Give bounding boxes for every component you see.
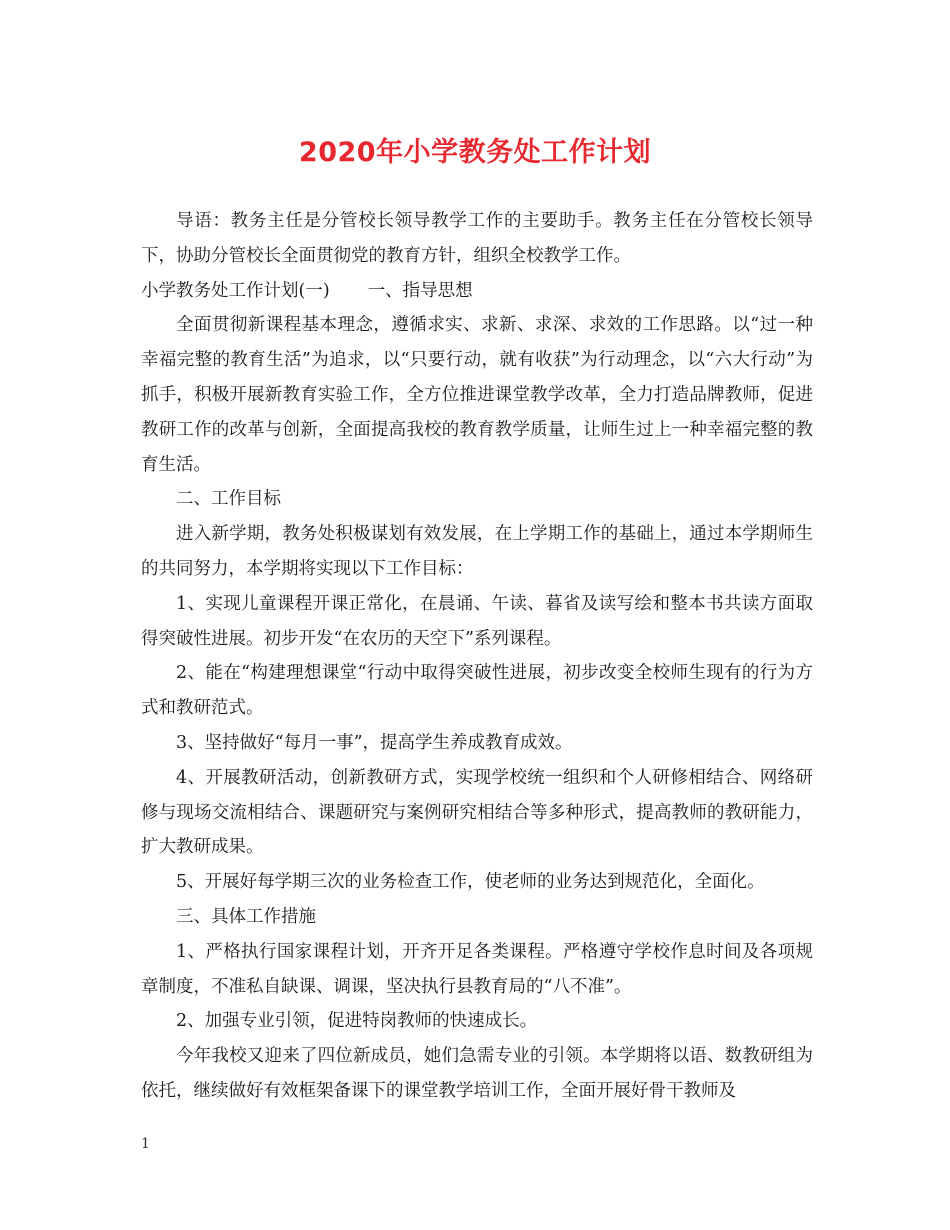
intro-paragraph: 导语：教务主任是分管校长领导教学工作的主要助手。教务主任在分管校长领导下，协助分管校长全面贯彻党的教育方针，组织全校教学工作。 (141, 211, 813, 266)
measure-item-2: 2、加强专业引领，促进特岗教师的快速成长。 (176, 1011, 538, 1032)
goal-item-5: 5、开展好每学期三次的业务检查工作，使老师的业务达到规范化，全面化。 (176, 872, 765, 893)
goal-item-4: 4、开展教研活动，创新教研方式，实现学校统一组织和个人研修相结合、网络研修与现场交流相结合、课题研究与案例研究相结合等多种形式，提高教师的教研能力，扩大教研成果。 (141, 767, 813, 858)
section-heading-work-goals: 二、工作目标 (176, 489, 281, 510)
goal-item-1: 1、实现儿童课程开课正常化，在晨诵、午读、暮省及读写绘和整本书共读方面取得突破性进展。初步开发“在农历的天空下”系列课程。 (141, 593, 813, 649)
measure-detail-paragraph: 今年我校又迎来了四位新成员，她们急需专业的引领。本学期将以语、数教研组为依托，继续做好有效框架备课下的课堂教学培训工作，全面开展好骨干教师及 (141, 1046, 813, 1101)
plan-heading-line (141, 274, 813, 309)
measure-item-1: 1、严格执行国家课程计划，开齐开足各类课程。严格遵守学校作息时间及各项规章制度，不准私自缺课、调课，坚决执行县教育局的“八不准”。 (141, 941, 813, 997)
goal-item-2: 2、能在“构建理想课堂“行动中取得突破性进展，初步改变全校师生现有的行为方式和教研范式。 (141, 663, 813, 719)
work-goals-intro-paragraph: 进入新学期，教务处积极谋划有效发展，在上学期工作的基础上，通过本学期师生的共同努力，本学期将实现以下工作目标： (141, 524, 813, 579)
document-title: 2020年小学教务处工作计划 (298, 137, 652, 168)
section-heading-guiding-ideas: 一、指导思想 (367, 280, 473, 301)
section-heading-measures: 三、具体工作措施 (176, 906, 316, 927)
document-body (141, 204, 813, 1109)
guiding-ideas-paragraph: 全面贯彻新课程基本理念，遵循求实、求新、求深、求效的工作思路。以“过一种幸福完整的教育生活”为追求，以“只要行动，就有收获”为行动理念，以“六大行动”为抓手，积极开展新教育实验工作，全方位推进课堂教学改革，全力打造品牌教师，促进教研工作的改革与创新，全面提高我校的教育教学质量，让师生过上一种幸福完整的教育生活。 (141, 315, 813, 475)
plan-title: 小学教务处工作计划(一) (141, 280, 330, 301)
goal-item-3: 3、坚持做好“每月一事”，提高学生养成教育成效。 (176, 732, 573, 753)
page-number: 1 (141, 1136, 150, 1152)
